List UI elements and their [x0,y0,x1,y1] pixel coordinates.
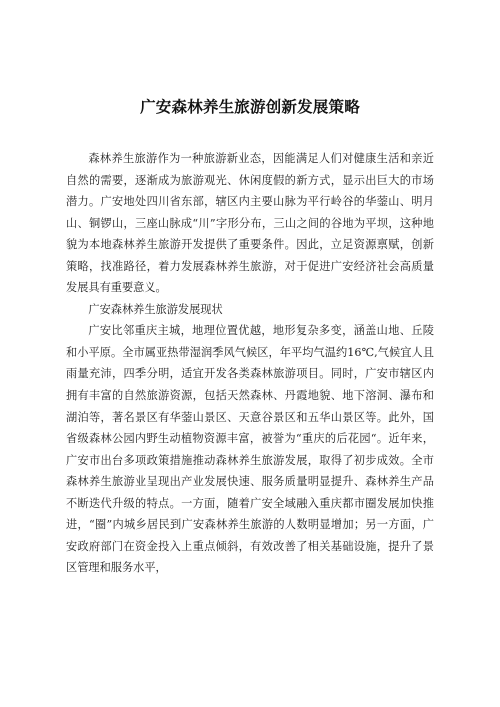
section-heading-status: 广安森林养生旅游发展现状 [88,302,223,316]
paragraph-status: 广安比邻重庆主城，地理位置优越，地形复杂多变，涵盖山地、丘陵和小平原。全市属亚热带湿润季风气候区，年平均气温约16℃,气候宜人且雨量充沛，四季分明，适宜开发各类森林旅游项目。同时，广安市辖区内拥有丰富的自然旅游资源，包括天然森林、丹霞地貌、地下溶洞、瀑布和湖泊等，著名景区有华蓥山景区、天意谷景区和五华山景区等。此外，国省级森林公园内野生动植物资源丰富，被誉为“重庆的后花园“。近年来，广安市出台多项政策措施推动森林养生旅游发展，取得了初步成效。全市森林养生旅游业呈现出产业发展快速、服务质量明显提升、森林养生产品不断迭代升级的特点。一方面，随着广安全域融入重庆都市圈发展加快推进，“圈”内城乡居民到广安森林养生旅游的人数明显增加；另一方面，广安政府部门在资金投入上重点倾斜，有效改善了相关基础设施，提升了景区管理和服务水平， [66,324,434,575]
document-body [66,148,434,579]
paragraph-intro: 森林养生旅游作为一种旅游新业态，因能满足人们对健康生活和亲近自然的需要，逐渐成为旅游观光、休闲度假的新方式，显示出巨大的市场潜力。广安地处四川省东部，辖区内主要山脉为平行岭谷的华蓥山、明月山、铜锣山，三座山脉成“川”字形分布，三山之间的谷地为平坝，这种地貌为本地森林养生旅游开发提供了重要条件。因此，立足资源禀赋，创新策略，找准路径，着力发展森林养生旅游，对于促进广安经济社会高质量发展具有重要意义。 [66,152,434,295]
document-title: 广安森林养生旅游创新发展策略 [140,98,360,116]
